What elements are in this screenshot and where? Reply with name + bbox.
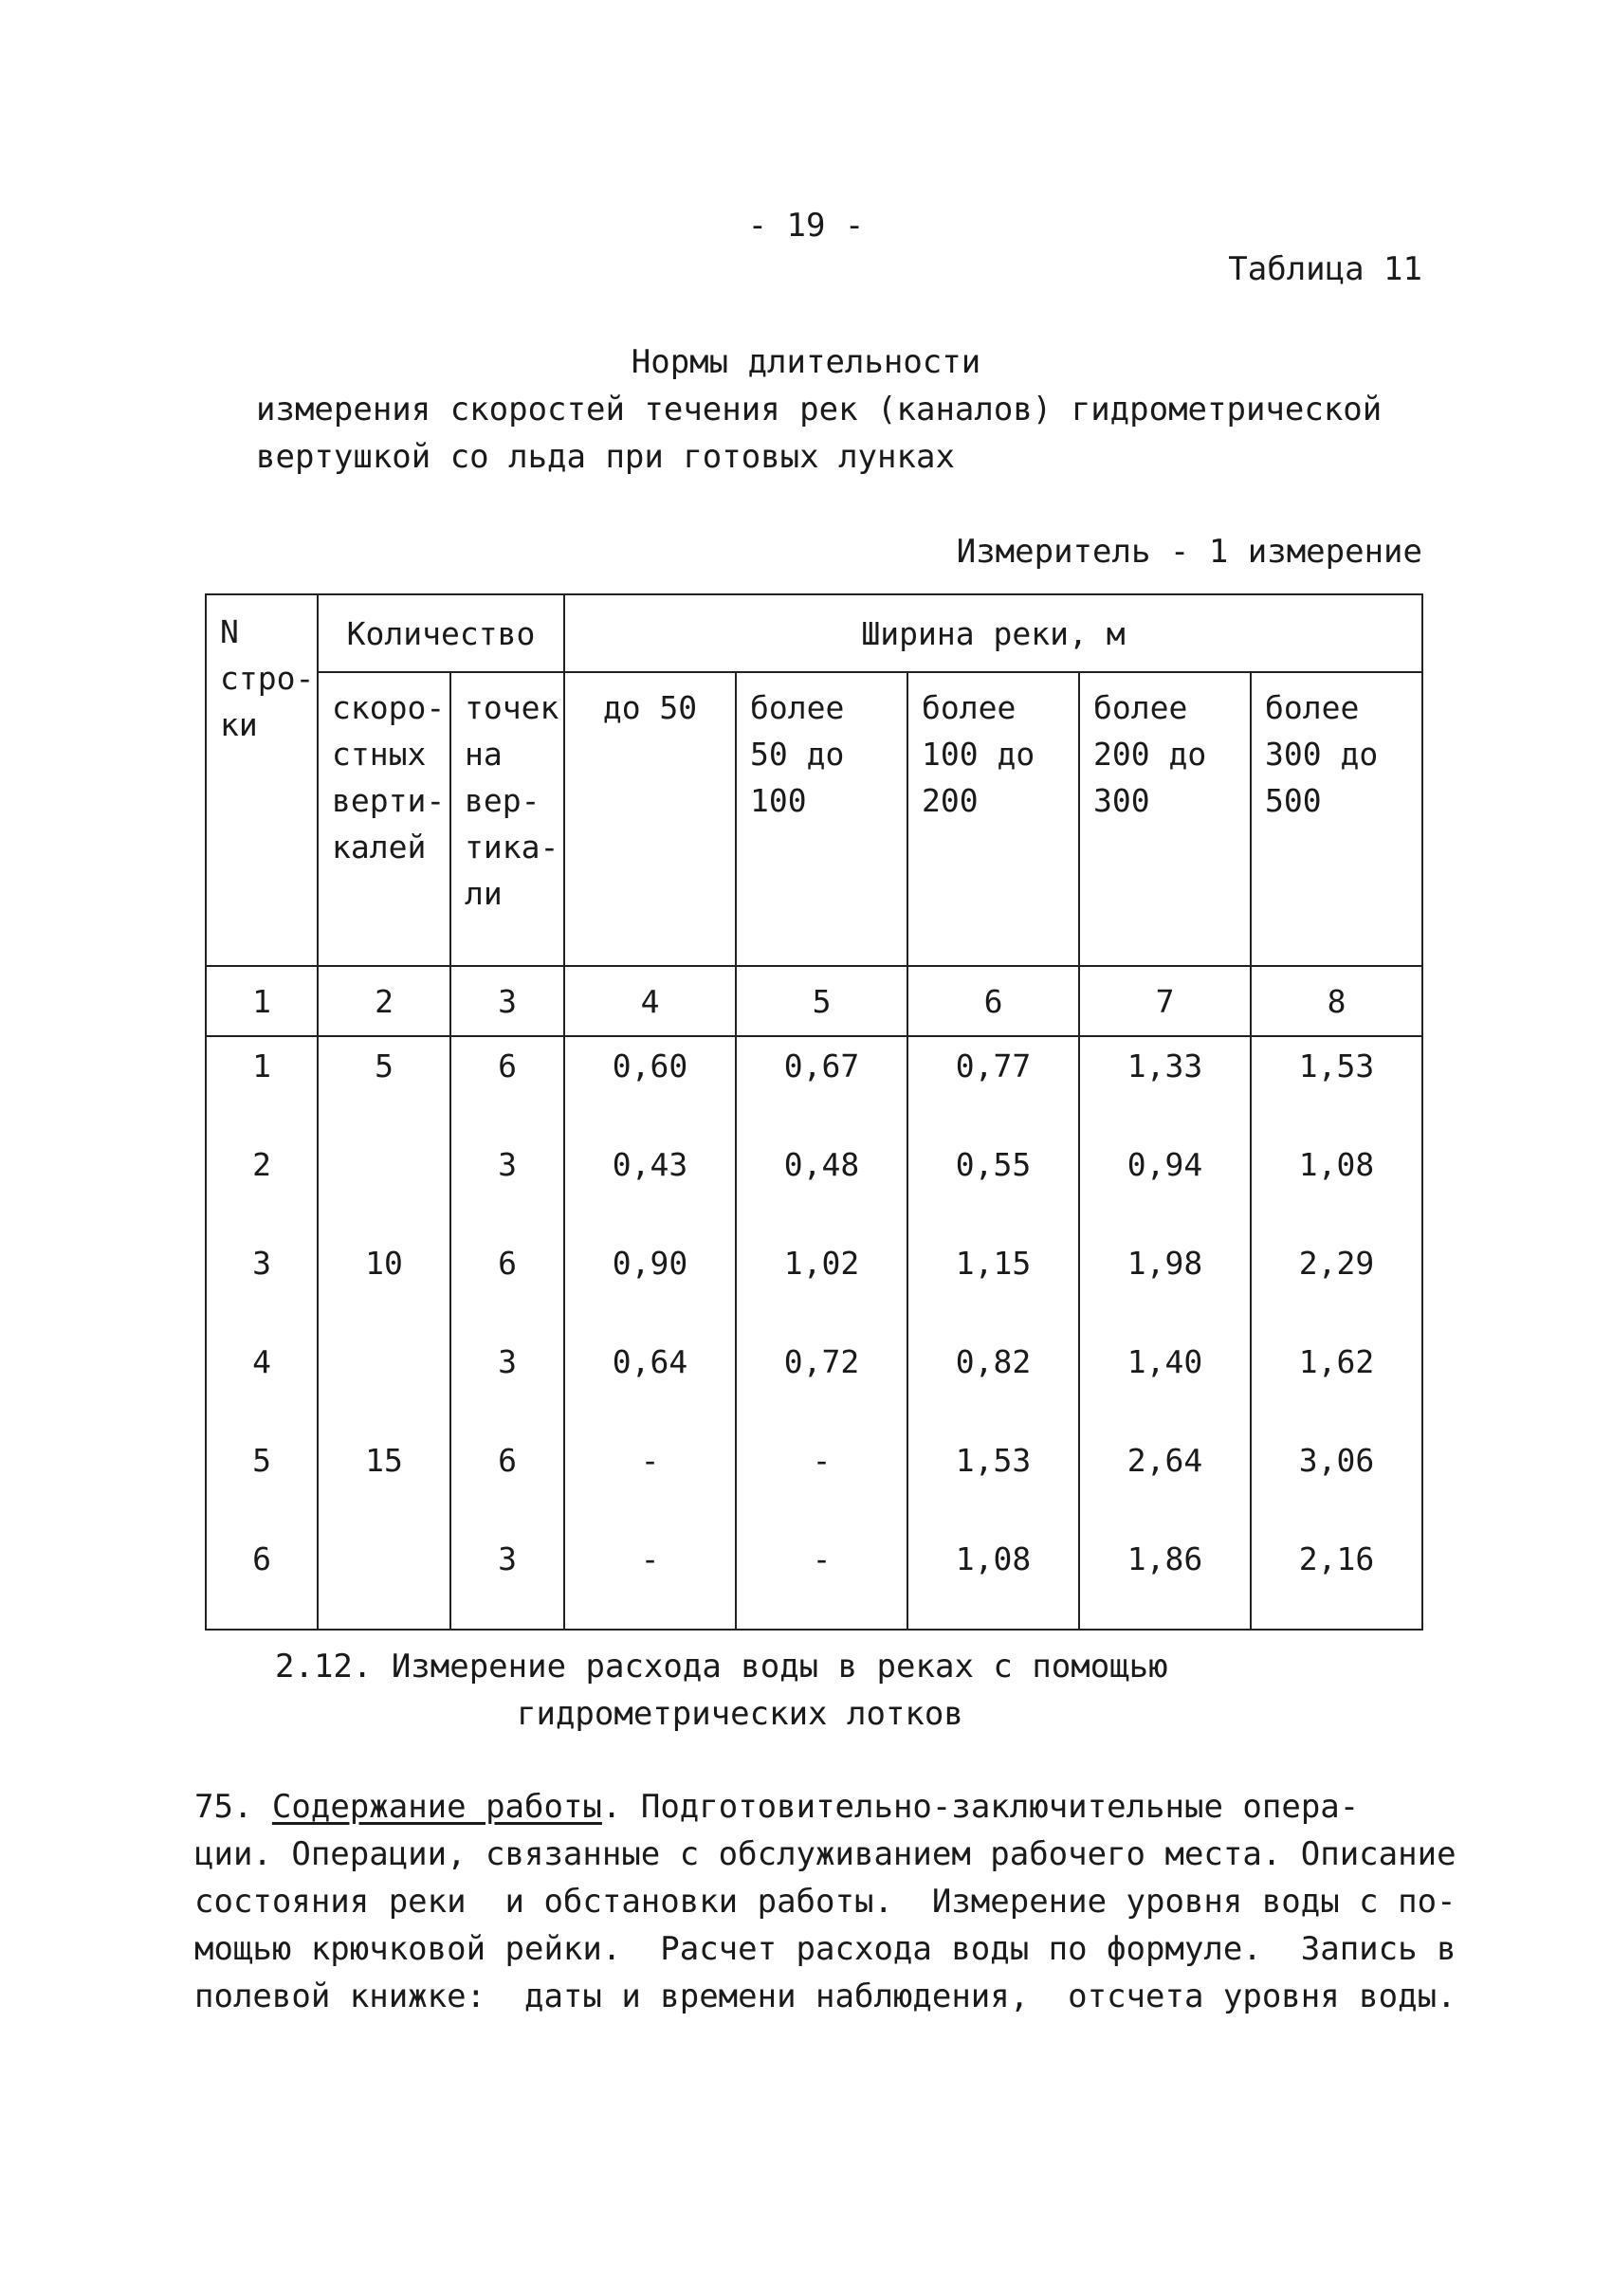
paragraph-line-4: мощью крючковой рейки. Расчет расхода воды по формуле. Запись в: [194, 1930, 1456, 1968]
value-cell: 0,82: [907, 1333, 1079, 1431]
paragraph-underlined-term: Содержание работы: [271, 1788, 602, 1826]
verticals-cell: 5: [318, 1036, 450, 1136]
value-cell: 3,06: [1251, 1431, 1422, 1530]
table-row: [206, 1234, 1422, 1333]
header-width-col-8: более 300 до 500: [1251, 672, 1422, 966]
column-number: 2: [318, 966, 450, 1036]
table-row: [206, 1431, 1422, 1530]
column-number: 3: [450, 966, 564, 1036]
value-cell: 0,67: [736, 1036, 907, 1136]
table-row: [206, 1530, 1422, 1630]
value-cell: 0,43: [564, 1136, 736, 1234]
table-title-line-2: измерения скоростей течения рек (каналов) гидрометрической: [256, 391, 1383, 428]
table-title-line-3: вертушкой со льда при готовых лунках: [256, 438, 955, 476]
verticals-cell: 10: [318, 1234, 450, 1333]
points-cell: 6: [450, 1431, 564, 1530]
column-number-row: [206, 966, 1422, 1036]
table-header-row-1: [206, 594, 1422, 672]
column-number: 8: [1251, 966, 1422, 1036]
points-cell: 6: [450, 1234, 564, 1333]
points-cell: 3: [450, 1333, 564, 1431]
value-cell: 1,53: [907, 1431, 1079, 1530]
header-width-col-7: более 200 до 300: [1079, 672, 1251, 966]
paragraph-line-5: полевой книжке: даты и времени наблюдения, отсчета уровня воды.: [194, 1977, 1456, 2015]
value-cell: 0,94: [1079, 1136, 1251, 1234]
points-cell: 3: [450, 1530, 564, 1630]
paragraph-line-1: [194, 1788, 1359, 1826]
value-cell: 1,02: [736, 1234, 907, 1333]
verticals-cell: [318, 1333, 450, 1431]
section-heading-line-2: гидрометрических лотков: [517, 1695, 963, 1733]
value-cell: 2,29: [1251, 1234, 1422, 1333]
row-number: 1: [206, 1036, 318, 1136]
norms-table: [205, 593, 1423, 1631]
header-quantity: Количество: [318, 594, 564, 672]
table-row: [206, 1333, 1422, 1431]
value-cell: 1,53: [1251, 1036, 1422, 1136]
value-cell: 0,72: [736, 1333, 907, 1431]
value-cell: 0,48: [736, 1136, 907, 1234]
verticals-cell: [318, 1136, 450, 1234]
paragraph-line-2: ции. Операции, связанные с обслуживанием рабочего места. Описание: [194, 1835, 1456, 1873]
row-number: 2: [206, 1136, 318, 1234]
header-points: точек на вер- тика- ли: [450, 672, 564, 966]
measurement-unit: Измеритель - 1 измерение: [956, 533, 1422, 571]
header-width-col-4: до 50: [564, 672, 736, 966]
header-width-col-5: более 50 до 100: [736, 672, 907, 966]
table-title-line-1: Нормы длительности: [631, 343, 981, 381]
verticals-cell: 15: [318, 1431, 450, 1530]
table-row: [206, 1136, 1422, 1234]
header-width-col-6: более 100 до 200: [907, 672, 1079, 966]
value-cell: -: [564, 1530, 736, 1630]
value-cell: 0,55: [907, 1136, 1079, 1234]
value-cell: 0,60: [564, 1036, 736, 1136]
value-cell: 1,08: [907, 1530, 1079, 1630]
value-cell: -: [736, 1530, 907, 1630]
header-row-number: N стро- ки: [206, 594, 318, 966]
column-number: 5: [736, 966, 907, 1036]
table-label: Таблица 11: [1228, 250, 1422, 288]
value-cell: 0,77: [907, 1036, 1079, 1136]
row-number: 5: [206, 1431, 318, 1530]
value-cell: 0,64: [564, 1333, 736, 1431]
verticals-cell: [318, 1530, 450, 1630]
table-header-row-2: [206, 672, 1422, 966]
value-cell: 1,15: [907, 1234, 1079, 1333]
value-cell: 1,62: [1251, 1333, 1422, 1431]
table-row: [206, 1036, 1422, 1136]
column-number: 6: [907, 966, 1079, 1036]
points-cell: 3: [450, 1136, 564, 1234]
value-cell: 1,98: [1079, 1234, 1251, 1333]
value-cell: 1,08: [1251, 1136, 1422, 1234]
value-cell: 2,64: [1079, 1431, 1251, 1530]
row-number: 3: [206, 1234, 318, 1333]
row-number: 4: [206, 1333, 318, 1431]
header-river-width: Ширина реки, м: [564, 594, 1422, 672]
paragraph-number: 75.: [194, 1788, 253, 1826]
value-cell: 1,33: [1079, 1036, 1251, 1136]
column-number: 7: [1079, 966, 1251, 1036]
value-cell: 1,40: [1079, 1333, 1251, 1431]
value-cell: 0,90: [564, 1234, 736, 1333]
column-number: 1: [206, 966, 318, 1036]
value-cell: -: [564, 1431, 736, 1530]
page-number: - 19 -: [747, 207, 865, 245]
value-cell: -: [736, 1431, 907, 1530]
section-heading-line-1: 2.12. Измерение расхода воды в реках с помощью: [275, 1648, 1168, 1686]
header-verticals: скоро- стных верти- калей: [318, 672, 450, 966]
row-number: 6: [206, 1530, 318, 1630]
value-cell: 1,86: [1079, 1530, 1251, 1630]
value-cell: 2,16: [1251, 1530, 1422, 1630]
paragraph-line-3: состояния реки и обстановки работы. Измерение уровня воды с по-: [194, 1883, 1456, 1921]
column-number: 4: [564, 966, 736, 1036]
paragraph-line-1-rest: . Подготовительно-заключительные опера-: [601, 1788, 1360, 1826]
points-cell: 6: [450, 1036, 564, 1136]
